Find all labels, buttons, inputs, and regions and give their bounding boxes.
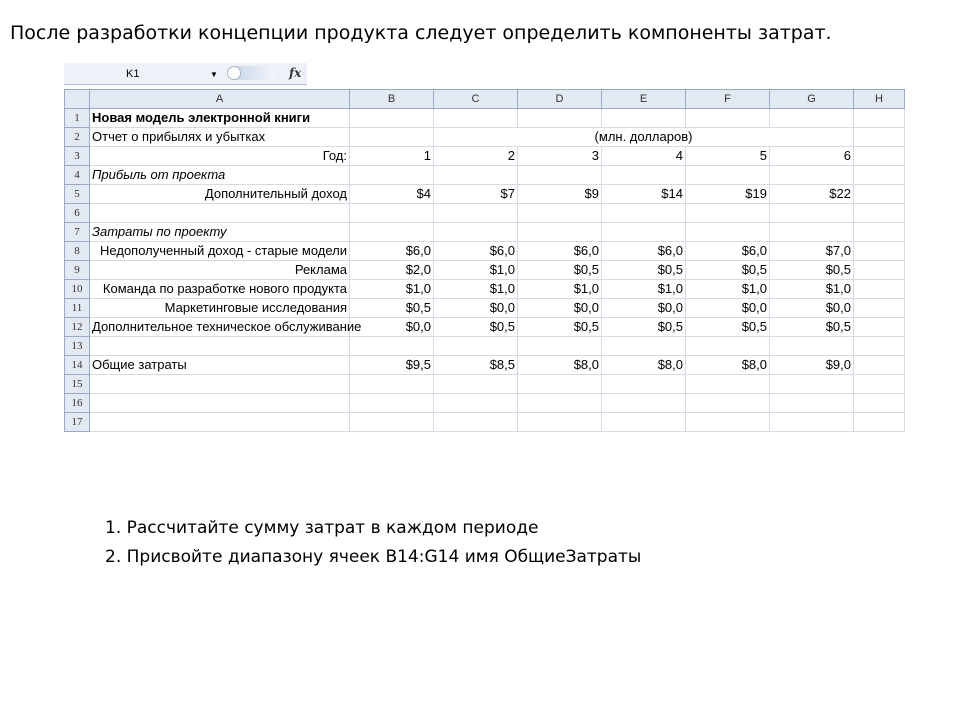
- cell-d11[interactable]: $0,0: [518, 299, 602, 318]
- cell-b10[interactable]: $1,0: [350, 280, 434, 299]
- row-header[interactable]: 4: [65, 166, 90, 185]
- cell-b9[interactable]: $2,0: [350, 261, 434, 280]
- cell-f3[interactable]: 5: [686, 147, 770, 166]
- cell-f11[interactable]: $0,0: [686, 299, 770, 318]
- slide-title: После разработки концепции продукта следует определить компоненты затрат.: [10, 22, 832, 44]
- cell[interactable]: [686, 394, 770, 413]
- row-header[interactable]: 8: [65, 242, 90, 261]
- cell[interactable]: [770, 166, 854, 185]
- cell[interactable]: [686, 413, 770, 432]
- cell-e11[interactable]: $0,0: [602, 299, 686, 318]
- cell-b5[interactable]: $4: [350, 185, 434, 204]
- cell-g5[interactable]: $22: [770, 185, 854, 204]
- cell[interactable]: [350, 223, 434, 242]
- row-header[interactable]: 11: [65, 299, 90, 318]
- cell-b8[interactable]: $6,0: [350, 242, 434, 261]
- cell-a2[interactable]: Отчет о прибылях и убытках: [90, 128, 350, 147]
- cell[interactable]: [854, 375, 905, 394]
- table-row: [65, 242, 905, 261]
- cell[interactable]: [854, 280, 905, 299]
- row-header[interactable]: 10: [65, 280, 90, 299]
- cell-d14[interactable]: $8,0: [518, 356, 602, 375]
- table-row: [65, 185, 905, 204]
- column-header-b[interactable]: B: [350, 90, 434, 109]
- cell[interactable]: [434, 375, 518, 394]
- cell-c8[interactable]: $6,0: [434, 242, 518, 261]
- cell[interactable]: [770, 375, 854, 394]
- cell[interactable]: [854, 147, 905, 166]
- column-header-f[interactable]: F: [686, 90, 770, 109]
- cell[interactable]: [854, 204, 905, 223]
- cell[interactable]: [518, 109, 602, 128]
- cell[interactable]: [518, 337, 602, 356]
- row-header[interactable]: 1: [65, 109, 90, 128]
- cell-a1[interactable]: Новая модель электронной книги: [90, 109, 350, 128]
- cell[interactable]: [350, 375, 434, 394]
- cell-d10[interactable]: $1,0: [518, 280, 602, 299]
- cell[interactable]: [854, 242, 905, 261]
- table-row: [65, 318, 905, 337]
- formula-bar: [64, 63, 307, 85]
- cell[interactable]: [90, 337, 350, 356]
- formula-bar-expand-icon[interactable]: [227, 66, 241, 80]
- cell-b12[interactable]: $0,0: [350, 318, 434, 337]
- cell[interactable]: [602, 375, 686, 394]
- cell[interactable]: [602, 394, 686, 413]
- cell[interactable]: [770, 394, 854, 413]
- cell-a14[interactable]: Общие затраты: [90, 356, 350, 375]
- cell[interactable]: [434, 337, 518, 356]
- cell-c9[interactable]: $1,0: [434, 261, 518, 280]
- cell[interactable]: [518, 413, 602, 432]
- table-row: [65, 394, 905, 413]
- column-header-d[interactable]: D: [518, 90, 602, 109]
- cell-f10[interactable]: $1,0: [686, 280, 770, 299]
- cell[interactable]: [518, 223, 602, 242]
- row-header[interactable]: 5: [65, 185, 90, 204]
- cell-a5[interactable]: Дополнительный доход: [90, 185, 350, 204]
- cell-b11[interactable]: $0,5: [350, 299, 434, 318]
- cell-a4[interactable]: Прибыль от проекта: [90, 166, 350, 185]
- table-row: [65, 356, 905, 375]
- cell[interactable]: [602, 109, 686, 128]
- spreadsheet-grid: [64, 89, 904, 428]
- cell-f8[interactable]: $6,0: [686, 242, 770, 261]
- cell-e8[interactable]: $6,0: [602, 242, 686, 261]
- cell[interactable]: [602, 166, 686, 185]
- cell[interactable]: [90, 204, 350, 223]
- cell[interactable]: [854, 109, 905, 128]
- cell[interactable]: [854, 337, 905, 356]
- cell-d5[interactable]: $9: [518, 185, 602, 204]
- cell-e12[interactable]: $0,5: [602, 318, 686, 337]
- cell-c5[interactable]: $7: [434, 185, 518, 204]
- cell[interactable]: [854, 223, 905, 242]
- cell-c14[interactable]: $8,5: [434, 356, 518, 375]
- cell-g8[interactable]: $7,0: [770, 242, 854, 261]
- cell-a9[interactable]: Реклама: [90, 261, 350, 280]
- cell-e5[interactable]: $14: [602, 185, 686, 204]
- row-header[interactable]: 6: [65, 204, 90, 223]
- cell[interactable]: [770, 337, 854, 356]
- cell-d8[interactable]: $6,0: [518, 242, 602, 261]
- cell[interactable]: [854, 261, 905, 280]
- cell[interactable]: [90, 394, 350, 413]
- cell-e14[interactable]: $8,0: [602, 356, 686, 375]
- cell[interactable]: [518, 375, 602, 394]
- cell[interactable]: [518, 204, 602, 223]
- table-row: [65, 375, 905, 394]
- cell[interactable]: [90, 413, 350, 432]
- table-row: [65, 223, 905, 242]
- cell-b14[interactable]: $9,5: [350, 356, 434, 375]
- cell-e10[interactable]: $1,0: [602, 280, 686, 299]
- cell[interactable]: [686, 223, 770, 242]
- cell-g12[interactable]: $0,5: [770, 318, 854, 337]
- cell[interactable]: [770, 109, 854, 128]
- column-header-c[interactable]: C: [434, 90, 518, 109]
- cell[interactable]: [602, 337, 686, 356]
- task-item-2: 2. Присвойте диапазону ячеек B14:G14 имя ОбщиеЗатраты: [105, 547, 642, 567]
- row-header[interactable]: 14: [65, 356, 90, 375]
- select-all-corner[interactable]: [65, 90, 90, 109]
- cell[interactable]: [686, 166, 770, 185]
- table-row: [65, 280, 905, 299]
- cell-f12[interactable]: $0,5: [686, 318, 770, 337]
- name-box[interactable]: K1: [126, 68, 140, 80]
- cell-a8[interactable]: Недополученный доход - старые модели: [90, 242, 350, 261]
- task-item-1: 1. Рассчитайте сумму затрат в каждом периоде: [105, 518, 539, 538]
- column-header-e[interactable]: E: [602, 90, 686, 109]
- cell-a10[interactable]: Команда по разработке нового продукта: [90, 280, 350, 299]
- cell-b3[interactable]: 1: [350, 147, 434, 166]
- row-header[interactable]: 16: [65, 394, 90, 413]
- cell[interactable]: [350, 394, 434, 413]
- cell-f9[interactable]: $0,5: [686, 261, 770, 280]
- cell-units[interactable]: (млн. долларов): [434, 128, 854, 147]
- cell[interactable]: [434, 166, 518, 185]
- cell[interactable]: [434, 109, 518, 128]
- insert-function-icon[interactable]: fx: [289, 66, 302, 80]
- cell-d9[interactable]: $0,5: [518, 261, 602, 280]
- cell-c10[interactable]: $1,0: [434, 280, 518, 299]
- cell[interactable]: [350, 337, 434, 356]
- cell[interactable]: [434, 413, 518, 432]
- row-header[interactable]: 12: [65, 318, 90, 337]
- cell[interactable]: [686, 204, 770, 223]
- column-header-row: [65, 90, 905, 109]
- row-header[interactable]: 2: [65, 128, 90, 147]
- cell[interactable]: [90, 375, 350, 394]
- cell[interactable]: [854, 299, 905, 318]
- cell[interactable]: [434, 204, 518, 223]
- cell[interactable]: [350, 413, 434, 432]
- cell-f14[interactable]: $8,0: [686, 356, 770, 375]
- cell[interactable]: [350, 128, 434, 147]
- row-header[interactable]: 9: [65, 261, 90, 280]
- table-row: [65, 109, 905, 128]
- cell[interactable]: [350, 204, 434, 223]
- table-row: [65, 337, 905, 356]
- cell[interactable]: [854, 128, 905, 147]
- table-row: [65, 261, 905, 280]
- cell[interactable]: [350, 166, 434, 185]
- cell[interactable]: [350, 109, 434, 128]
- table-row: [65, 166, 905, 185]
- table-row: [65, 204, 905, 223]
- cell-g10[interactable]: $1,0: [770, 280, 854, 299]
- cell[interactable]: [686, 375, 770, 394]
- table-row: [65, 413, 905, 432]
- cell-c11[interactable]: $0,0: [434, 299, 518, 318]
- cell-g11[interactable]: $0,0: [770, 299, 854, 318]
- cell-a3[interactable]: Год:: [90, 147, 350, 166]
- cell[interactable]: [854, 413, 905, 432]
- cell-d3[interactable]: 3: [518, 147, 602, 166]
- cell[interactable]: [854, 356, 905, 375]
- cell[interactable]: [770, 223, 854, 242]
- cell-c12[interactable]: $0,5: [434, 318, 518, 337]
- column-header-a[interactable]: A: [90, 90, 350, 109]
- table-row: [65, 147, 905, 166]
- cell[interactable]: [854, 394, 905, 413]
- row-header[interactable]: 7: [65, 223, 90, 242]
- cell[interactable]: [854, 166, 905, 185]
- table-row: [65, 128, 905, 147]
- cell-e9[interactable]: $0,5: [602, 261, 686, 280]
- cell[interactable]: [518, 394, 602, 413]
- cell[interactable]: [602, 204, 686, 223]
- cell[interactable]: [434, 223, 518, 242]
- row-header[interactable]: 15: [65, 375, 90, 394]
- cell-c3[interactable]: 2: [434, 147, 518, 166]
- cell[interactable]: [854, 185, 905, 204]
- column-header-g[interactable]: G: [770, 90, 854, 109]
- cell[interactable]: [686, 337, 770, 356]
- table-row: [65, 299, 905, 318]
- cell-f5[interactable]: $19: [686, 185, 770, 204]
- cell-a11[interactable]: Маркетинговые исследования: [90, 299, 350, 318]
- cell-g3[interactable]: 6: [770, 147, 854, 166]
- row-header[interactable]: 17: [65, 413, 90, 432]
- task-list: [105, 514, 641, 572]
- cell-g9[interactable]: $0,5: [770, 261, 854, 280]
- cell[interactable]: [770, 413, 854, 432]
- column-header-h[interactable]: H: [854, 90, 905, 109]
- cell[interactable]: [686, 109, 770, 128]
- cell-a12[interactable]: Дополнительное техническое обслуживание: [90, 318, 350, 337]
- cell-d12[interactable]: $0,5: [518, 318, 602, 337]
- row-header[interactable]: 3: [65, 147, 90, 166]
- cell[interactable]: [434, 394, 518, 413]
- cell-g14[interactable]: $9,0: [770, 356, 854, 375]
- name-box-dropdown-icon[interactable]: ▼: [210, 70, 218, 79]
- cell[interactable]: [602, 223, 686, 242]
- row-header[interactable]: 13: [65, 337, 90, 356]
- cell[interactable]: [518, 166, 602, 185]
- cell-a7[interactable]: Затраты по проекту: [90, 223, 350, 242]
- cell[interactable]: [770, 204, 854, 223]
- cell[interactable]: [854, 318, 905, 337]
- cell[interactable]: [602, 413, 686, 432]
- cell-e3[interactable]: 4: [602, 147, 686, 166]
